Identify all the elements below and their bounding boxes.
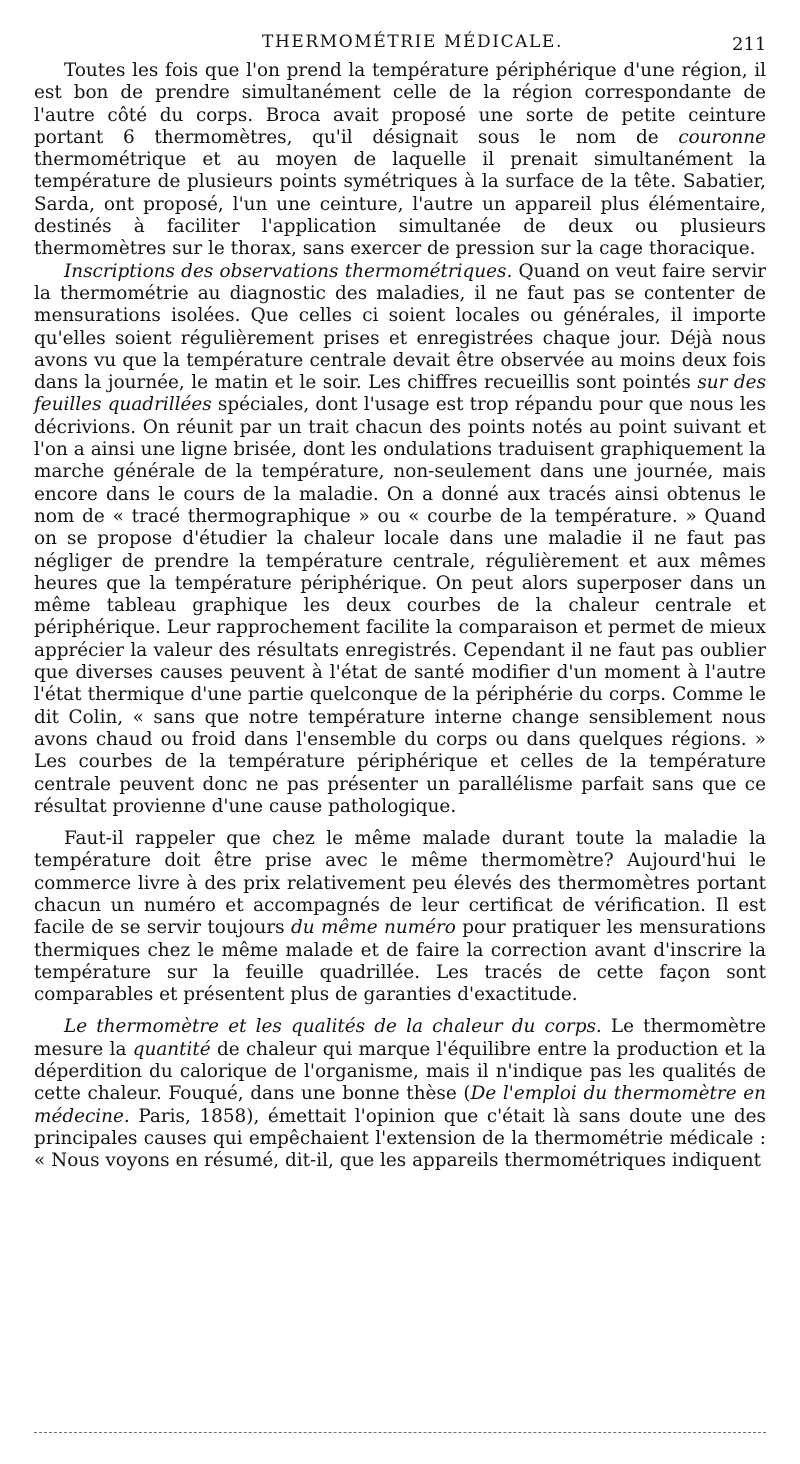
italic-run: sur des feuilles quadrillées [34,372,767,416]
italic-run: du même numéro [290,917,456,939]
body-text [34,60,766,1173]
text-run: Le thermomètre mesure la [34,1016,766,1060]
paragraph-couronne-thermometrique [34,60,766,261]
text-run: Toutes les fois que l'on prend la température périphérique d'une région, il est bon de prendre simultanément celle de la région correspondante de l'autre côté du corps. Broca avait proposé une sorte de petite ceinture portant 6 thermomètres, qu'il désignait sous le nom de [34,60,766,148]
text-run: pour pratiquer les mensurations thermiques chez le même malade et de faire la correction avant d'inscrire la température sur la feuille quadrillée. Les tracés de cette façon sont comparables et présentent plus de garanties d'exactitude. [34,917,766,1006]
text-run: Paris, 1858), émettait l'opinion que c'était là sans doute une des principales causes qui empêchaient l'extension de la thermométrie médicale : « Nous voyons en résumé, dit-il, que les appareils thermométriques indiquent [34,1105,766,1172]
italic-run: couronne [678,126,766,148]
text-run: thermométrique et au moyen de laquelle il prenait simultanément la température de plusieurs points symétriques à la surface de la tête. Sabatier, Sarda, ont proposé, l'un une ceinture, l'autre un appareil plus élémentaire, destinés à faciliter l'application simultanée de deux ou plusieurs thermomètres sur le thorax, sans exercer de pression sur la cage thoracique. [34,149,766,260]
citation-title: De l'emploi du thermomètre en médecine. [34,1083,766,1127]
paragraph-inscriptions [34,261,766,818]
text-run: Quand on veut faire servir la thermométrie au diagnostic des maladies, il ne faut pas se contenter de mensurations isolées. Que celles ci soient locales ou générales, il importe qu'elles soient régulièrement prises et enregistrées chaque jour. Déjà nous avons vu que la température centrale devait être observée au moins deux fois dans la journée, le matin et le soir. Les chiffres recueillis sont pointés [34,260,766,394]
text-run: spéciales, dont l'usage est trop répandu pour que nous les décrivions. On réunit par un trait chacun des points notés au point suivant et l'on a ainsi une ligne brisée, dont les ondulations traduisent graphiquement la marche générale de la température, non-seulement dans une journée, mais encore dans le cours de la maladie. On a donné aux tracés ainsi obtenus le nom de « tracé thermographique » ou « courbe de la température. » Quand on se propose d'étudier la chaleur locale dans une maladie il ne faut pas négliger de prendre la température centrale, régulièrement et aux mêmes heures que la température périphérique. On peut alors superposer dans un même tableau graphique les deux courbes de la chaleur centrale et périphérique. Leur rapprochement facilite la comparaison et permet de mieux apprécier la valeur des résultats enregistrés. Cependant il ne faut pas oublier que diverses causes peuvent à l'état de santé modifier d'un moment à l'autre l'état thermique d'une partie quelconque de la périphérie du corps. Comme le dit Colin, « sans que notre température interne change sensiblement nous avons chaud ou froid dans l'ensemble du corps ou dans quelques régions. » Les courbes de la température périphérique et celles de la température centrale peuvent donc ne pas présenter un parallélisme parfait sans que ce résultat provienne d'une cause pathologique. [34,394,767,817]
text-run: Faut-il rappeler que chez le même malade durant toute la maladie la température doit être prise avec le même thermomètre? Aujourd'hui le commerce livre à des prix relativement peu élevés des thermomètres portant chacun un numéro et accompagnés de leur certificat de vérification. Il est facile de se servir toujours [34,828,766,939]
page-number: 211 [732,34,767,55]
bottom-rule [34,1432,766,1433]
running-title: THERMOMÉTRIE MÉDICALE. [262,32,563,52]
running-head [0,30,800,58]
paragraph-qualites-chaleur [34,1016,766,1172]
section-heading: Inscriptions des observations thermométriques. [64,260,513,282]
paragraph-meme-thermometre [34,828,766,1006]
italic-run: quantité [132,1038,211,1060]
text-run: de chaleur qui marque l'équilibre entre la production et la déperdition du calorique de l'organisme, mais il n'indique pas les qualités de cette chaleur. Fouqué, dans une bonne thèse ( [34,1038,766,1105]
section-heading: Le thermomètre et les qualités de la chaleur du corps. [64,1016,602,1038]
